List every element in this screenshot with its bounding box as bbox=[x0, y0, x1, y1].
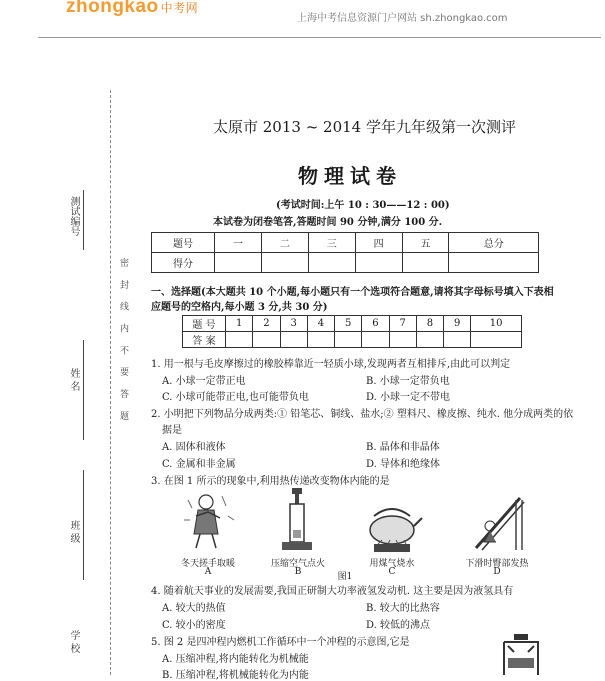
q2-option-b: B. 晶体和非晶体 bbox=[366, 442, 440, 453]
answer-table-header: 题 号 1 2 3 4 5 6 7 8 9 10 bbox=[183, 316, 522, 332]
site-logo[interactable]: zhongkao 中考网 bbox=[66, 0, 199, 17]
seal-line bbox=[110, 90, 111, 675]
figure-c-caption: 用煤气烧水 bbox=[369, 559, 415, 569]
exam-number-label: 测试编号 bbox=[68, 196, 79, 236]
exam-number-line bbox=[83, 190, 84, 250]
figure-c-letter: C bbox=[388, 567, 396, 577]
q1-option-b: B. 小球一定带负电 bbox=[366, 376, 450, 387]
exam-time: (考试时间:上午 10 : 30——12 : 00) bbox=[276, 200, 450, 211]
q2-option-d: D. 导体和绝缘体 bbox=[366, 459, 441, 470]
figure-1-label: 图1 bbox=[337, 572, 353, 582]
q2-option-a: A. 固体和液体 bbox=[162, 442, 226, 453]
figure-2-engine bbox=[498, 632, 544, 675]
answer-table-row: 答 案 bbox=[183, 332, 522, 348]
figure-d-letter: D bbox=[493, 567, 501, 577]
q4-option-c: C. 较小的密度 bbox=[162, 620, 226, 631]
q4-stem: 4. 随着航天事业的发展需要,我国正研制大功率液氢发动机. 这主要是因为液氢具有 bbox=[151, 586, 514, 597]
q1-option-c: C. 小球可能带正电,也可能带负电 bbox=[162, 392, 309, 403]
score-table-header: 题号 一 二 三 四 五 总分 bbox=[152, 233, 539, 253]
figure-a-rubbing-hands bbox=[178, 490, 238, 550]
class-label: 班 级 bbox=[68, 520, 79, 544]
figure-b-letter: B bbox=[294, 567, 302, 577]
q5-option-b: B. 压缩冲程,将机械能转化为内能 bbox=[162, 670, 309, 681]
score-table bbox=[151, 232, 539, 273]
answer-table bbox=[182, 315, 522, 348]
q4-option-d: D. 较低的沸点 bbox=[366, 620, 431, 631]
q3-stem: 3. 在图 1 所示的现象中,利用热传递改变物体内能的是 bbox=[151, 476, 390, 487]
q2-stem-cont: 据是 bbox=[162, 425, 182, 436]
figure-b-air-compression bbox=[280, 486, 314, 554]
section1-line1: 一、选择题(本大题共 10 个小题,每小题只有一个选项符合题意,请将其字母标号填入下表相 bbox=[151, 287, 554, 298]
class-line bbox=[83, 470, 84, 580]
q2-option-c: C. 金属和非金属 bbox=[162, 459, 236, 470]
seal-notice: 密 封 线 内 不 要 答 题 bbox=[118, 258, 128, 426]
figure-d-caption: 下滑时臀部发热 bbox=[465, 559, 529, 569]
figure-a-letter: A bbox=[204, 567, 212, 577]
figure-b-caption: 压缩空气点火 bbox=[270, 559, 325, 569]
q2-stem: 2. 小明把下列物品分成两类:① 铅笔芯、铜线、盐水;② 塑料尺、橡皮擦、纯水. 他分成两类的依 bbox=[151, 409, 574, 420]
q4-option-b: B. 较大的比热容 bbox=[366, 603, 440, 614]
exam-subtitle: 物理试卷 bbox=[298, 164, 402, 188]
site-header bbox=[0, 0, 605, 36]
q1-option-a: A. 小球一定带正电 bbox=[162, 376, 246, 387]
section1-line2: 应题号的空格内,每小题 3 分,共 30 分) bbox=[151, 302, 328, 313]
q4-option-a: A. 较大的热值 bbox=[162, 603, 226, 614]
q5-option-a: A. 压缩冲程,将内能转化为机械能 bbox=[162, 654, 309, 665]
header-divider bbox=[38, 37, 601, 38]
site-description: 上海中考信息资源门户网站 sh.zhongkao.com bbox=[297, 13, 508, 24]
figure-a-caption: 冬天搓手取暖 bbox=[180, 559, 235, 569]
exam-note: 本试卷为闭卷笔答,答题时间 90 分钟,满分 100 分. bbox=[213, 217, 443, 228]
school-label: 学 校 bbox=[68, 630, 79, 654]
figure-c-kettle bbox=[360, 498, 424, 556]
name-line bbox=[83, 340, 84, 440]
exam-title: 太原市 2013 ~ 2014 学年九年级第一次测评 bbox=[213, 118, 516, 136]
q1-option-d: D. 小球一定不带电 bbox=[366, 392, 451, 403]
q5-stem: 5. 图 2 是四冲程内燃机工作循环中一个冲程的示意图,它是 bbox=[151, 637, 410, 648]
q1-stem: 1. 用一根与毛皮摩擦过的橡胶棒靠近一轻质小球,发现两者互相排斥,由此可以判定 bbox=[151, 359, 511, 370]
name-label: 姓 名 bbox=[68, 368, 79, 392]
score-table-row: 得分 bbox=[152, 253, 539, 273]
figure-d-slide bbox=[468, 492, 528, 554]
